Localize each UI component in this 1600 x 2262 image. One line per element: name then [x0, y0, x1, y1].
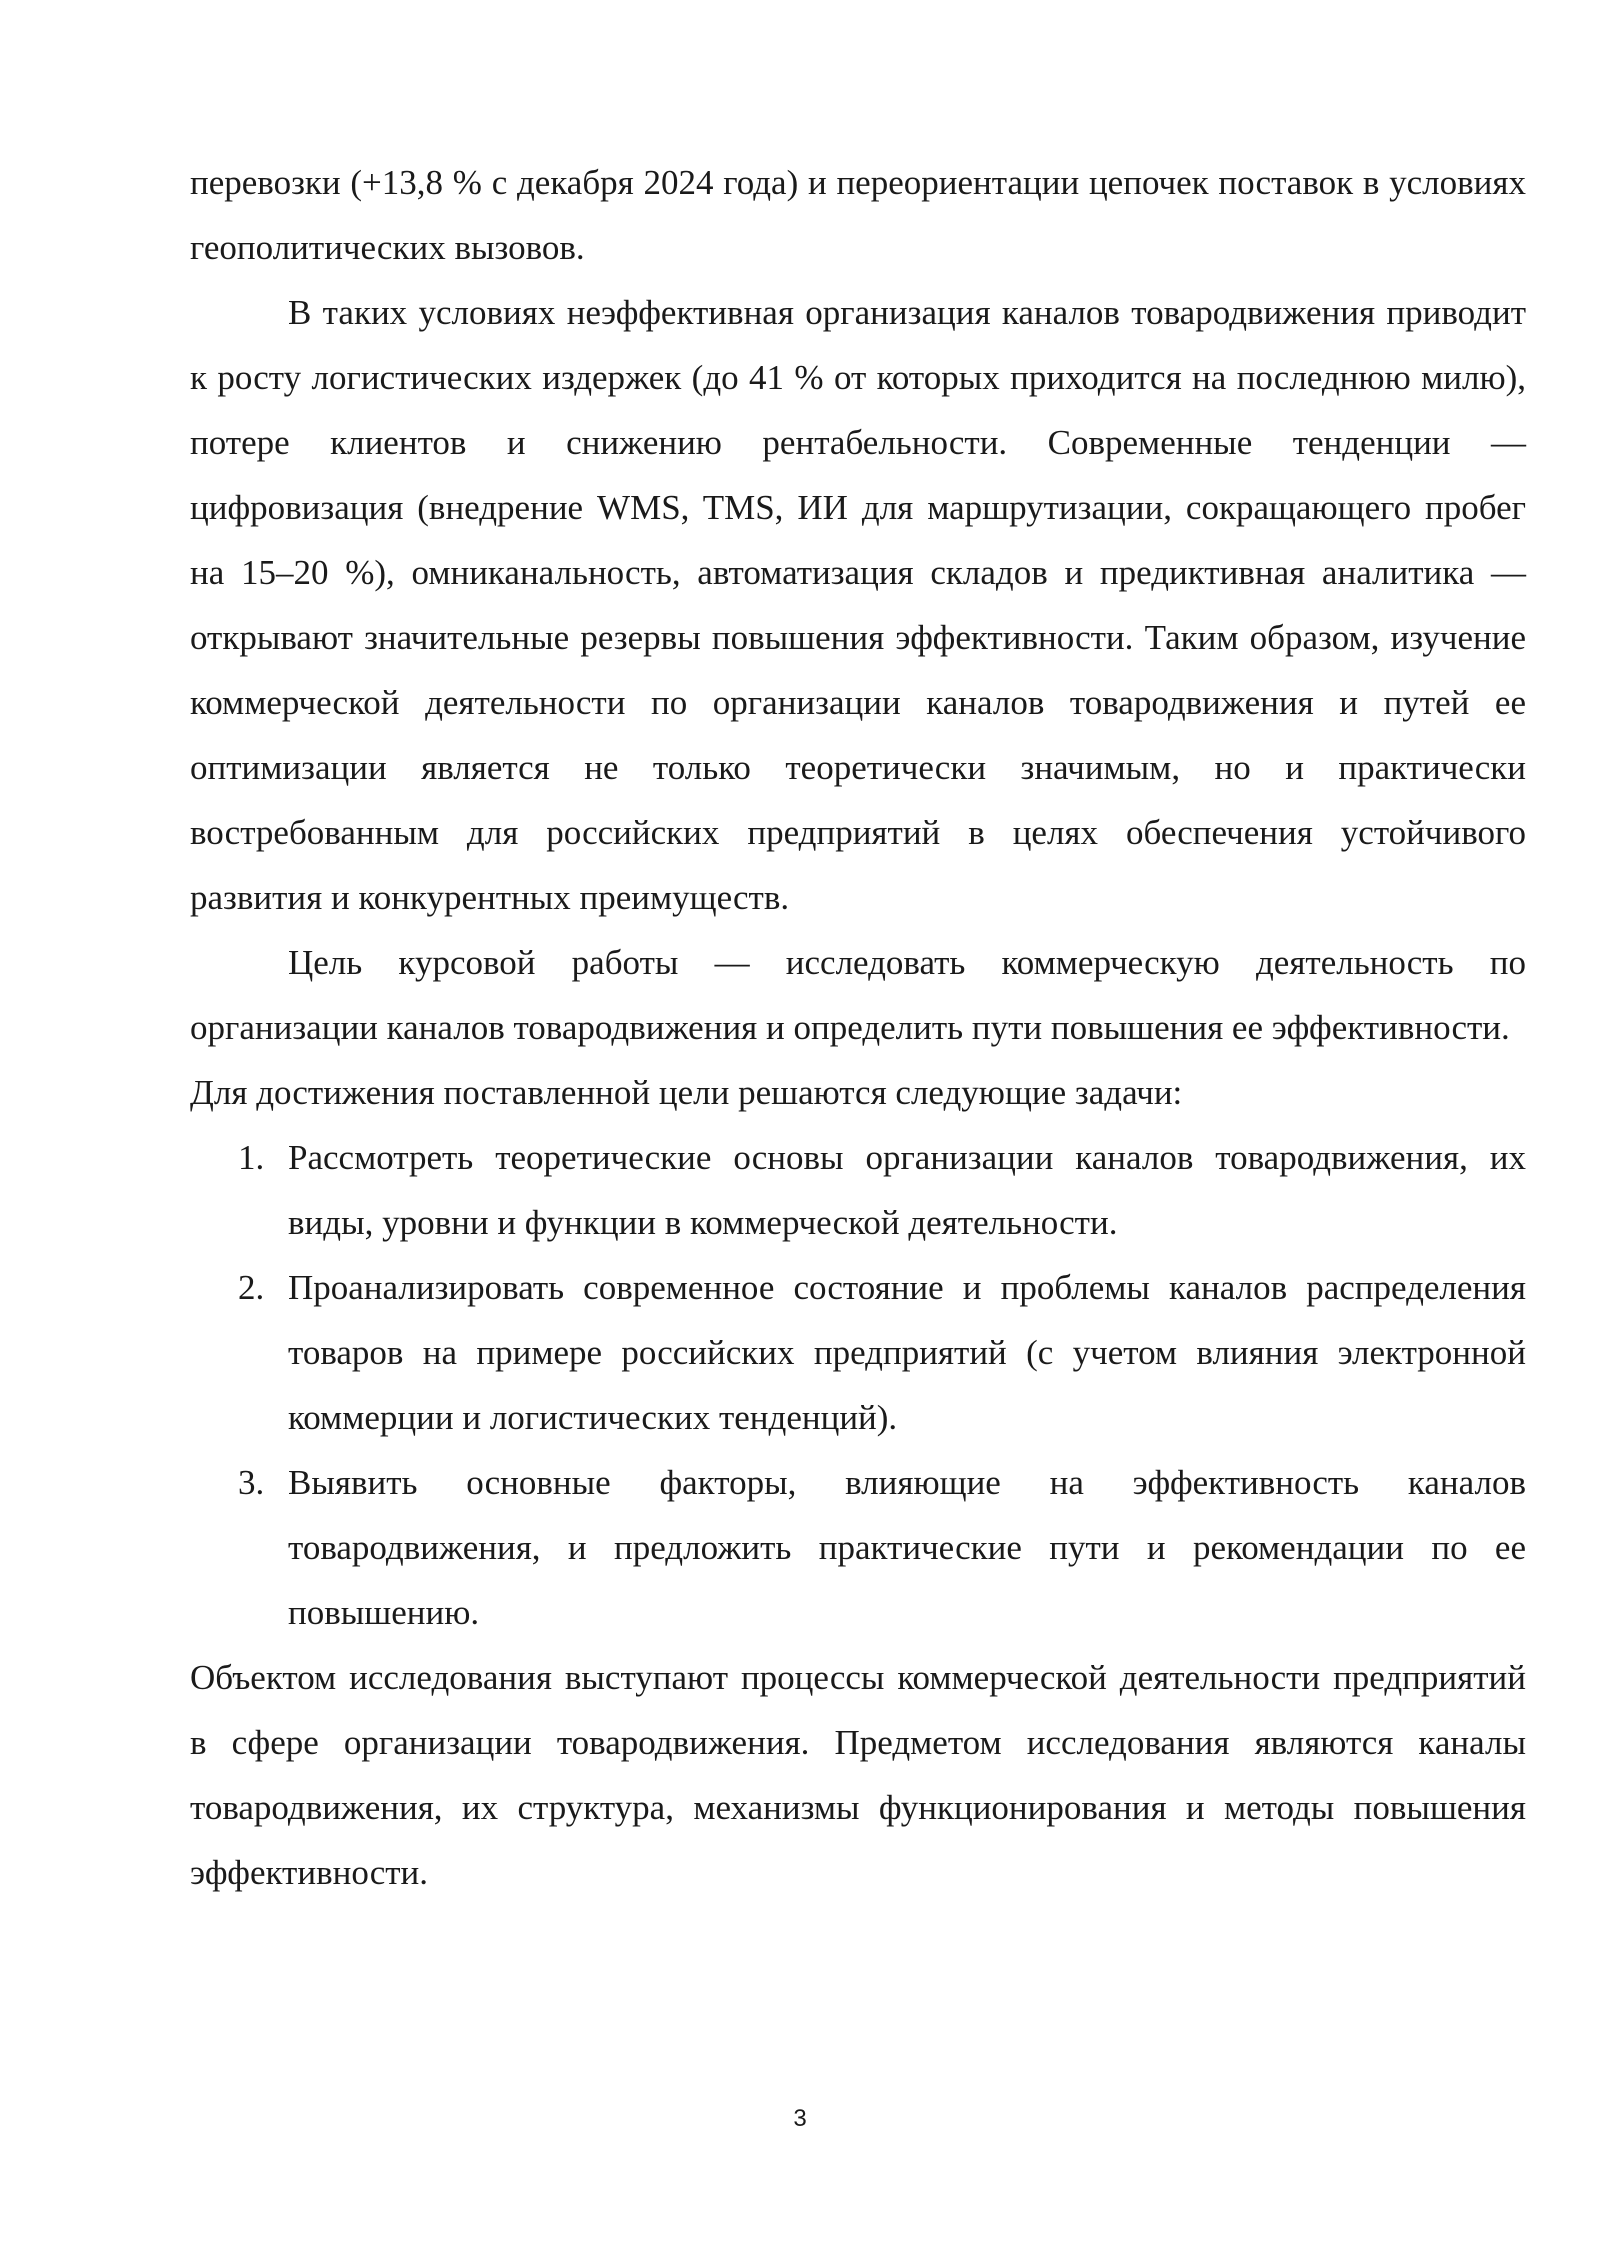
- task-item: [190, 1125, 1526, 1255]
- paragraph-object-subject: Объектом исследования выступают процессы коммерческой деятельности предприятий в сфере организации товародвижения. Предметом исследования являются каналы товародвижения, их структура, механизмы функционирования и методы повышения эффективности.: [190, 1658, 1526, 1892]
- paragraph-continuation: перевозки (+13,8 % с декабря 2024 года) и переориентации цепочек поставок в условиях геополитических вызовов.: [190, 163, 1526, 267]
- task-text: Рассмотреть теоретические основы организации каналов товародвижения, их виды, уровни и функции в коммерческой деятельности.: [288, 1138, 1526, 1242]
- task-number: 1.: [238, 1138, 265, 1177]
- document-page: [190, 150, 1526, 1905]
- task-number: 2.: [238, 1268, 265, 1307]
- task-text: Проанализировать современное состояние и проблемы каналов распределения товаров на примере российских предприятий (с учетом влияния электронной коммерции и логистических тенденций).: [288, 1268, 1526, 1437]
- paragraph-context: В таких условиях неэффективная организация каналов товародвижения приводит к росту логистических издержек (до 41 % от которых приходится на последнюю милю), потере клиентов и снижению рентабельности. Современные тенденции — цифровизация (внедрение WMS, TMS, ИИ для маршрутизации, сокращающего пробег на 15–20 %), омниканальность, автоматизация складов и предиктивная аналитика — открывают значительные резервы повышения эффективности. Таким образом, изучение коммерческой деятельности по организации каналов товародвижения и путей ее оптимизации является не только теоретически значимым, но и практически востребованным для российских предприятий в целях обеспечения устойчивого развития и конкурентных преимуществ.: [190, 293, 1526, 917]
- task-text: Выявить основные факторы, влияющие на эффективность каналов товародвижения, и предложить практические пути и рекомендации по ее повышению.: [288, 1463, 1526, 1632]
- tasks-list: [190, 1125, 1526, 1645]
- task-item: [190, 1255, 1526, 1450]
- paragraph-tasks-intro: Для достижения поставленной цели решаются следующие задачи:: [190, 1073, 1183, 1112]
- paragraph-goal: Цель курсовой работы — исследовать коммерческую деятельность по организации каналов товародвижения и определить пути повышения ее эффективности.: [190, 943, 1526, 1047]
- task-item: [190, 1450, 1526, 1645]
- task-number: 3.: [238, 1463, 265, 1502]
- page-number: 3: [793, 2105, 807, 2132]
